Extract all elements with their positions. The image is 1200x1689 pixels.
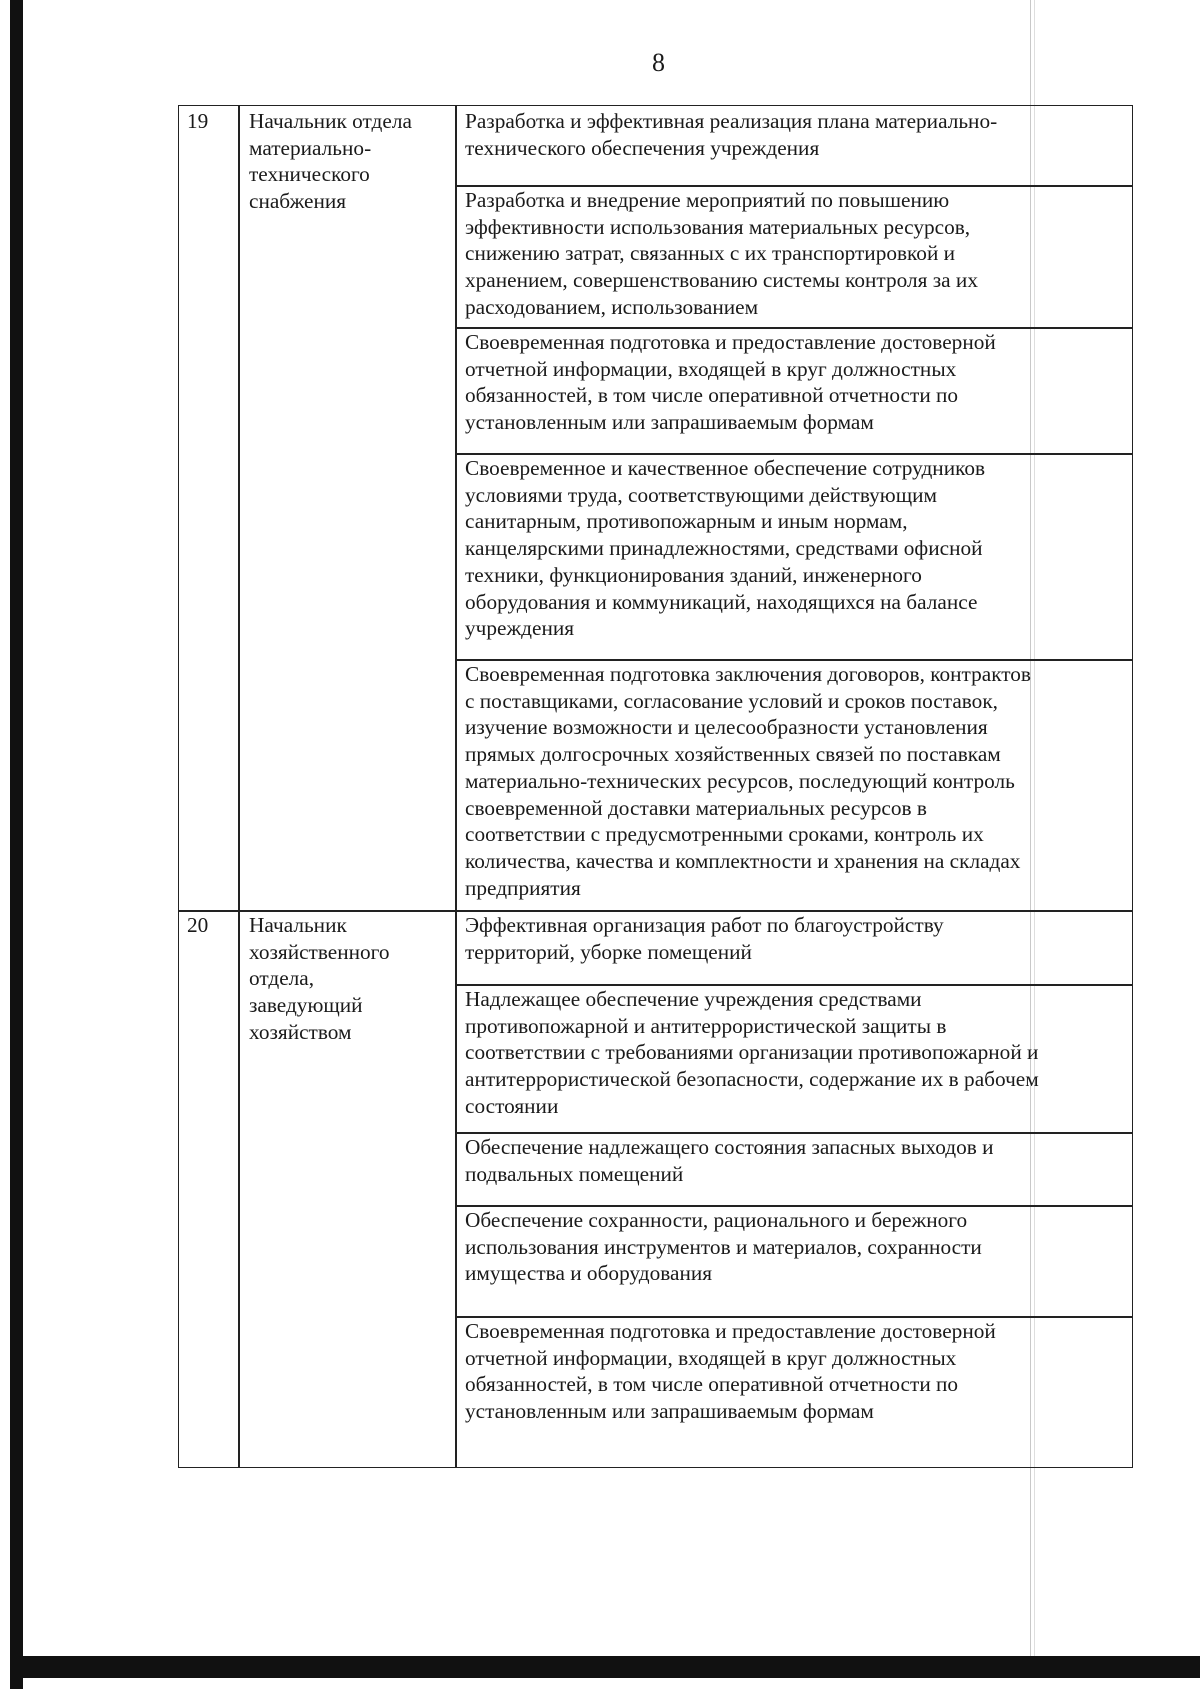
position-title-line: отдела, bbox=[249, 966, 315, 991]
row-number: 20 bbox=[187, 913, 209, 937]
criterion-text-line: состоянии bbox=[465, 1093, 559, 1118]
criterion-text-line: санитарным, противопожарным и иным нормам, bbox=[465, 509, 908, 534]
criterion-text-line: хранением, совершенствованию системы контроля за их bbox=[465, 268, 978, 293]
criterion-text-line: Разработка и внедрение мероприятий по повышению bbox=[465, 188, 950, 212]
criterion-text-line: Разработка и эффективная реализация плана материально- bbox=[465, 109, 998, 133]
criterion-text-line: с поставщиками, согласование условий и сроков поставок, bbox=[465, 688, 999, 713]
column-divider bbox=[455, 106, 457, 1467]
criterion-text-line: противопожарной и антитеррористической защиты в bbox=[465, 1013, 947, 1038]
criterion-text-line: эффективности использования материальных ресурсов, bbox=[465, 214, 971, 239]
criterion-text-line: соответствии с предусмотренными сроками, контроль их bbox=[465, 822, 984, 847]
scan-edge-bottom bbox=[10, 1656, 1200, 1678]
criterion-text-line: изучение возможности и целесообразности установления bbox=[465, 715, 988, 740]
criterion-text-line: территорий, уборке помещений bbox=[465, 939, 752, 964]
criterion-text-line: материально-технических ресурсов, последующий контроль bbox=[465, 768, 1015, 793]
criterion-text-line: установленным или запрашиваемым формам bbox=[465, 1399, 874, 1424]
position-title-line: технического bbox=[249, 162, 370, 187]
position-title-line: Начальник bbox=[249, 913, 347, 937]
criterion-text-line: техники, функционирования зданий, инженерного bbox=[465, 562, 922, 587]
criterion-text-line: Эффективная организация работ по благоустройству bbox=[465, 913, 944, 937]
criterion-text-line: соответствии с требованиями организации противопожарной и bbox=[465, 1040, 1039, 1065]
criterion-text-line: имущества и оборудования bbox=[465, 1261, 713, 1286]
position-title-line: заведующий bbox=[249, 993, 363, 1018]
page-number: 8 bbox=[652, 48, 665, 77]
position-title-line: Начальник отдела bbox=[249, 109, 412, 133]
criterion-text-line: своевременной доставки материальных ресурсов в bbox=[465, 795, 927, 820]
criterion-text-line: использования инструментов и материалов, сохранности bbox=[465, 1234, 982, 1259]
criterion-text-line: антитеррористической безопасности, содержание их в рабочем bbox=[465, 1067, 1039, 1092]
criterion-text-line: Своевременное и качественное обеспечение сотрудников bbox=[465, 456, 986, 480]
criterion-text-line: канцелярскими принадлежностями, средствами офисной bbox=[465, 536, 983, 561]
criterion-text-line: подвальных помещений bbox=[465, 1161, 684, 1186]
criterion-text-line: оборудования и коммуникаций, находящихся на балансе bbox=[465, 589, 978, 614]
criteria-table bbox=[178, 105, 1133, 1468]
criterion-text-line: технического обеспечения учреждения bbox=[465, 135, 820, 160]
position-title-line: хозяйством bbox=[249, 1019, 352, 1044]
criterion-text-line: отчетной информации, входящей в круг должностных bbox=[465, 356, 957, 381]
criterion-text-line: Обеспечение сохранности, рационального и бережного bbox=[465, 1208, 968, 1232]
position-title-line: снабжения bbox=[249, 189, 347, 214]
scan-edge-left bbox=[10, 0, 23, 1689]
criterion-text-line: установленным или запрашиваемым формам bbox=[465, 410, 874, 435]
criterion-text-line: предприятия bbox=[465, 875, 581, 900]
position-title-line: хозяйственного bbox=[249, 939, 390, 964]
criterion-text-line: обязанностей, в том числе оперативной отчетности по bbox=[465, 1372, 959, 1397]
criterion-text-line: Своевременная подготовка заключения договоров, контрактов bbox=[465, 662, 1031, 686]
criterion-text-line: отчетной информации, входящей в круг должностных bbox=[465, 1345, 957, 1370]
position-title-line: материально- bbox=[249, 135, 372, 160]
criterion-text-line: обязанностей, в том числе оперативной отчетности по bbox=[465, 383, 959, 408]
criterion-text-line: снижению затрат, связанных с их транспортировкой и bbox=[465, 241, 956, 266]
row-number: 19 bbox=[187, 109, 209, 133]
column-divider bbox=[238, 106, 240, 1467]
criterion-text-line: учреждения bbox=[465, 616, 575, 641]
criterion-text-line: Обеспечение надлежащего состояния запасных выходов и bbox=[465, 1135, 994, 1159]
criterion-text-line: Своевременная подготовка и предоставление достоверной bbox=[465, 330, 996, 354]
criterion-text-line: расходованием, использованием bbox=[465, 294, 759, 319]
criterion-text-line: прямых долгосрочных хозяйственных связей по поставкам bbox=[465, 742, 1001, 767]
criterion-text-line: условиями труда, соответствующими действующим bbox=[465, 482, 937, 507]
criterion-text-line: Надлежащее обеспечение учреждения средствами bbox=[465, 987, 922, 1011]
criterion-text-line: Своевременная подготовка и предоставление достоверной bbox=[465, 1319, 996, 1343]
criterion-text-line: количества, качества и комплектности и хранения на складах bbox=[465, 848, 1021, 873]
